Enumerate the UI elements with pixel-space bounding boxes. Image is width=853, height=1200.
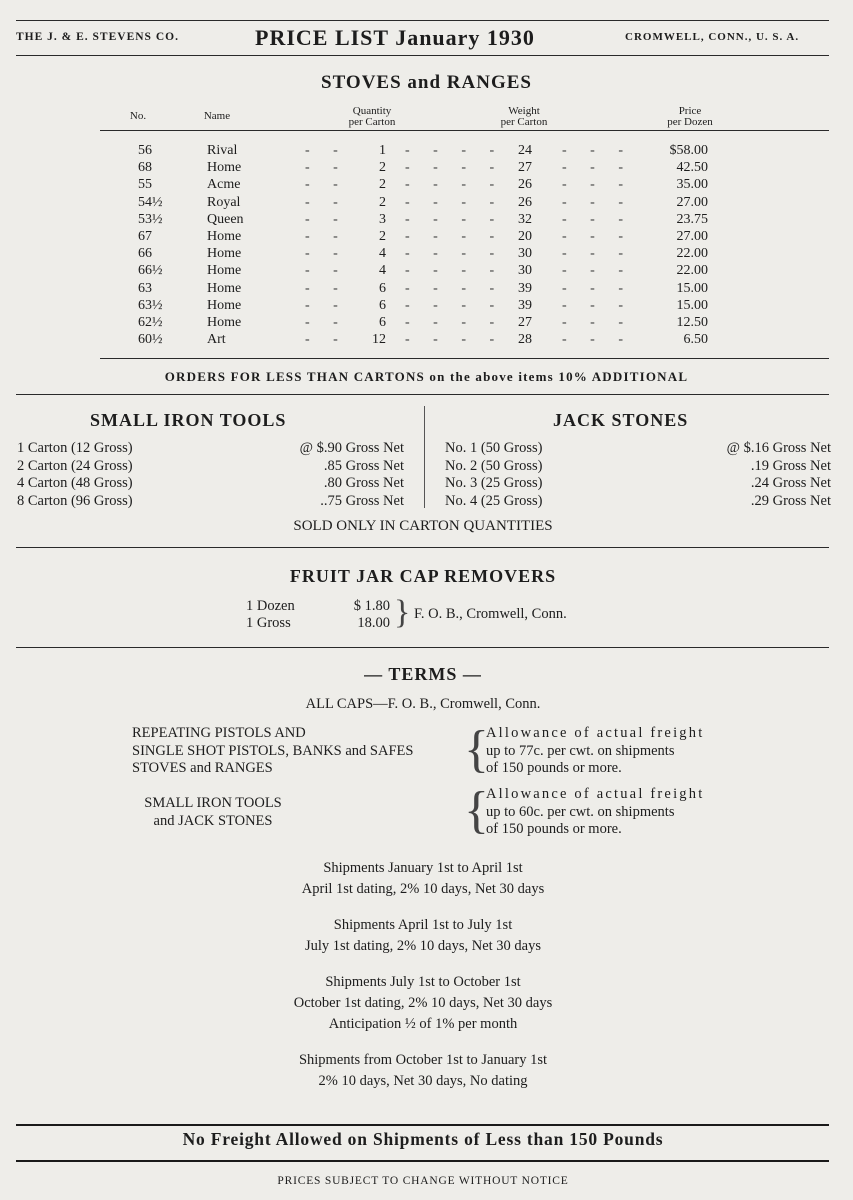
stove-price: 27.00 bbox=[676, 194, 708, 210]
stove-weight: 20 bbox=[518, 229, 532, 244]
stove-price: 42.50 bbox=[676, 160, 708, 176]
stoves-bottom-rule bbox=[100, 358, 829, 359]
shipment-line: 2% 10 days, Net 30 days, No dating bbox=[318, 1073, 528, 1089]
dot-leader: - - bbox=[305, 177, 348, 193]
stove-qty: 2 bbox=[379, 177, 386, 193]
stove-name: Home bbox=[207, 263, 242, 279]
shipment-line: Shipments July 1st to October 1st bbox=[325, 974, 521, 990]
fruit-qty-1: 1 Dozen bbox=[246, 598, 295, 614]
stove-no: 66 bbox=[138, 246, 152, 262]
terms-group1-items: REPEATING PISTOLS AND SINGLE SHOT PISTOLS, BANKS and SAFES STOVES and RANGES bbox=[132, 725, 414, 776]
table-header-rule bbox=[100, 130, 829, 131]
carton-only-note: SOLD ONLY IN CARTON QUANTITIES bbox=[293, 518, 553, 534]
dot-leader: - - - bbox=[562, 211, 633, 227]
dot-leader: - - bbox=[305, 263, 348, 279]
jacks-row-label: No. 4 (25 Gross) bbox=[445, 492, 543, 509]
col-name: Name bbox=[203, 110, 231, 122]
col-no: No. bbox=[129, 110, 147, 122]
shipment-line: Shipments January 1st to April 1st bbox=[323, 860, 523, 876]
dot-leader: - - - - bbox=[405, 263, 505, 279]
stove-no: 55 bbox=[138, 177, 152, 193]
stove-qty: 6 bbox=[379, 280, 386, 296]
fruit-qty-2: 1 Gross bbox=[246, 615, 291, 631]
dot-leader: - - - bbox=[562, 194, 633, 210]
stove-price: 27.00 bbox=[676, 229, 708, 244]
carton-surcharge-note: ORDERS FOR LESS THAN CARTONS on the above items 10% ADDITIONAL bbox=[164, 369, 689, 384]
stove-name: Home bbox=[207, 297, 242, 313]
stove-weight: 39 bbox=[518, 297, 532, 313]
fruit-brace: } bbox=[394, 594, 411, 631]
tools-rule bbox=[16, 547, 829, 548]
dot-leader: - - - - bbox=[405, 229, 505, 244]
dot-leader: - - bbox=[305, 211, 348, 227]
shipment-line: Shipments April 1st to July 1st bbox=[333, 917, 513, 933]
stove-price: 23.75 bbox=[676, 211, 708, 227]
dot-leader: - - bbox=[305, 160, 348, 176]
stove-no: 67 bbox=[138, 229, 152, 244]
stove-name: Home bbox=[207, 229, 242, 244]
dot-leader: - - - - bbox=[405, 332, 505, 348]
jacks-row-label: No. 3 (25 Gross) bbox=[445, 475, 543, 491]
dot-leader: - - - bbox=[562, 160, 633, 176]
footer-note: PRICES SUBJECT TO CHANGE WITHOUT NOTICE bbox=[277, 1175, 569, 1187]
stove-row bbox=[0, 297, 853, 314]
stove-name: Rival bbox=[207, 143, 238, 158]
terms-group1-brace: { bbox=[464, 721, 489, 778]
shipment-line: October 1st dating, 2% 10 days, Net 30 days bbox=[293, 995, 553, 1011]
stove-qty: 12 bbox=[372, 332, 386, 348]
shipment-line: Anticipation ½ of 1% per month bbox=[328, 1016, 518, 1032]
dot-leader: - - bbox=[305, 194, 348, 210]
page-title: PRICE LIST January 1930 bbox=[255, 25, 535, 50]
dot-leader: - - - - bbox=[405, 211, 505, 227]
tools-row-label: 4 Carton (48 Gross) bbox=[17, 475, 133, 491]
freight-notice: No Freight Allowed on Shipments of Less than 150 Pounds bbox=[182, 1129, 664, 1149]
stoves-heading: STOVES and RANGES bbox=[321, 72, 532, 93]
terms-group2-items: SMALL IRON TOOLS and JACK STONES bbox=[144, 795, 282, 829]
company-location: CROMWELL, CONN., U. S. A. bbox=[625, 31, 800, 43]
company-name: THE J. & E. STEVENS CO. bbox=[16, 31, 179, 43]
stove-weight: 32 bbox=[518, 211, 532, 227]
surcharge-rule bbox=[16, 394, 829, 395]
header-rule bbox=[16, 55, 829, 56]
stove-weight: 27 bbox=[518, 160, 532, 176]
stove-weight: 26 bbox=[518, 194, 532, 210]
stove-no: 60½ bbox=[138, 332, 163, 348]
fruit-rule bbox=[16, 647, 829, 648]
stove-name: Acme bbox=[207, 177, 241, 193]
stove-qty: 2 bbox=[379, 194, 386, 210]
terms-group1-text: Allowance of actual freight up to 77c. per cwt. on shipments of 150 pounds or more. bbox=[486, 725, 705, 776]
fruit-heading: FRUIT JAR CAP REMOVERS bbox=[289, 566, 557, 586]
col-weight: Weight per Carton bbox=[500, 105, 548, 128]
stove-no: 68 bbox=[138, 160, 152, 176]
dot-leader: - - - - bbox=[405, 143, 505, 158]
stove-price: 22.00 bbox=[676, 246, 708, 262]
stove-weight: 24 bbox=[518, 143, 532, 158]
dot-leader: - - bbox=[305, 297, 348, 313]
jacks-row-label: No. 2 (50 Gross) bbox=[445, 457, 543, 474]
stove-row bbox=[0, 194, 853, 211]
dot-leader: - - bbox=[305, 246, 348, 262]
terms-heading: — TERMS — bbox=[364, 664, 482, 684]
tools-heading: SMALL IRON TOOLS bbox=[90, 410, 287, 430]
tools-row-label: 1 Carton (12 Gross) bbox=[17, 440, 133, 456]
stove-weight: 26 bbox=[518, 177, 532, 193]
dot-leader: - - - bbox=[562, 263, 633, 279]
dot-leader: - - - - bbox=[405, 280, 505, 296]
tools-row-price: @ $.90 Gross Net bbox=[299, 440, 404, 456]
stove-name: Home bbox=[207, 280, 242, 296]
column-divider bbox=[424, 406, 425, 508]
stove-qty: 4 bbox=[379, 263, 386, 279]
jacks-row-label: No. 1 (50 Gross) bbox=[445, 440, 543, 456]
stove-no: 63 bbox=[138, 280, 152, 296]
dot-leader: - - - bbox=[562, 315, 633, 330]
stove-no: 54½ bbox=[138, 194, 163, 210]
stove-price: 22.00 bbox=[676, 263, 708, 279]
fruit-price-2: 18.00 bbox=[357, 615, 390, 631]
dot-leader: - - bbox=[305, 229, 348, 244]
stove-no: 53½ bbox=[138, 211, 163, 227]
stove-price: 35.00 bbox=[676, 177, 708, 193]
stove-row bbox=[0, 314, 853, 331]
stove-row bbox=[0, 176, 853, 193]
shipment-line: July 1st dating, 2% 10 days, Net 30 days bbox=[304, 938, 541, 954]
dot-leader: - - - bbox=[562, 143, 633, 158]
stove-qty: 4 bbox=[379, 246, 386, 262]
dot-leader: - - - - bbox=[405, 160, 505, 176]
terms-group2-brace: { bbox=[464, 782, 489, 839]
col-price: Price per Dozen bbox=[667, 105, 713, 128]
stove-name: Queen bbox=[207, 211, 244, 227]
stove-price: 15.00 bbox=[676, 280, 708, 296]
dot-leader: - - - bbox=[562, 177, 633, 193]
dot-leader: - - - - bbox=[405, 297, 505, 313]
stove-row bbox=[0, 228, 853, 245]
dot-leader: - - - bbox=[562, 280, 633, 296]
all-caps-fob: ALL CAPS—F. O. B., Cromwell, Conn. bbox=[305, 696, 541, 712]
terms-group2-text: Allowance of actual freight up to 60c. per cwt. on shipments of 150 pounds or more. bbox=[486, 786, 705, 837]
stove-row bbox=[0, 142, 853, 159]
stove-weight: 30 bbox=[518, 246, 532, 262]
stove-name: Royal bbox=[207, 194, 241, 210]
stove-row bbox=[0, 245, 853, 262]
tools-row-price: .80 Gross Net bbox=[323, 475, 404, 491]
stove-row bbox=[0, 331, 853, 348]
freight-top-rule bbox=[16, 1124, 829, 1126]
stove-name: Home bbox=[207, 315, 242, 330]
tools-row-price: ..75 Gross Net bbox=[320, 492, 404, 509]
stove-qty: 6 bbox=[379, 297, 386, 313]
stove-qty: 6 bbox=[379, 315, 386, 330]
stove-name: Art bbox=[207, 332, 226, 348]
jacks-row-price: .29 Gross Net bbox=[750, 492, 831, 509]
stove-price: $58.00 bbox=[669, 143, 708, 158]
jacks-heading: JACK STONES bbox=[553, 410, 689, 430]
tools-row-price: .85 Gross Net bbox=[323, 457, 404, 474]
dot-leader: - - bbox=[305, 315, 348, 330]
dot-leader: - - bbox=[305, 280, 348, 296]
dot-leader: - - - bbox=[562, 246, 633, 262]
dot-leader: - - - bbox=[562, 297, 633, 313]
stove-no: 66½ bbox=[138, 263, 163, 279]
dot-leader: - - - - bbox=[405, 177, 505, 193]
dot-leader: - - - - bbox=[405, 246, 505, 262]
stove-row bbox=[0, 280, 853, 297]
jacks-row-price: @ $.16 Gross Net bbox=[726, 440, 831, 456]
tools-row-label: 8 Carton (96 Gross) bbox=[17, 492, 133, 509]
stove-qty: 2 bbox=[379, 229, 386, 244]
stove-price: 15.00 bbox=[676, 297, 708, 313]
dot-leader: - - - - bbox=[405, 315, 505, 330]
jacks-row-price: .24 Gross Net bbox=[750, 475, 831, 491]
stove-name: Home bbox=[207, 246, 242, 262]
tools-row-label: 2 Carton (24 Gross) bbox=[17, 457, 133, 474]
jacks-row-price: .19 Gross Net bbox=[750, 457, 831, 474]
stove-no: 62½ bbox=[138, 315, 163, 330]
shipment-line: April 1st dating, 2% 10 days, Net 30 days bbox=[301, 881, 545, 897]
dot-leader: - - - bbox=[562, 229, 633, 244]
top-rule bbox=[16, 20, 829, 21]
stove-no: 63½ bbox=[138, 297, 163, 313]
freight-bottom-rule bbox=[16, 1160, 829, 1162]
stove-qty: 1 bbox=[379, 143, 386, 158]
dot-leader: - - - bbox=[562, 332, 633, 348]
stove-weight: 39 bbox=[518, 280, 532, 296]
stove-row bbox=[0, 211, 853, 228]
stove-no: 56 bbox=[138, 143, 152, 158]
dot-leader: - - bbox=[305, 143, 348, 158]
stove-qty: 2 bbox=[379, 160, 386, 176]
fruit-fob: F. O. B., Cromwell, Conn. bbox=[414, 606, 567, 622]
dot-leader: - - - - bbox=[405, 194, 505, 210]
col-qty: Quantity per Carton bbox=[348, 105, 396, 128]
stove-weight: 28 bbox=[518, 332, 532, 348]
stove-row bbox=[0, 262, 853, 279]
shipment-line: Shipments from October 1st to January 1st bbox=[298, 1052, 548, 1068]
stove-weight: 30 bbox=[518, 263, 532, 279]
stove-name: Home bbox=[207, 160, 242, 176]
stove-weight: 27 bbox=[518, 315, 532, 330]
stove-row bbox=[0, 159, 853, 176]
stove-price: 6.50 bbox=[683, 332, 708, 348]
stove-qty: 3 bbox=[379, 211, 386, 227]
fruit-price-1: $ 1.80 bbox=[353, 598, 390, 614]
stove-price: 12.50 bbox=[676, 315, 708, 330]
dot-leader: - - bbox=[305, 332, 348, 348]
